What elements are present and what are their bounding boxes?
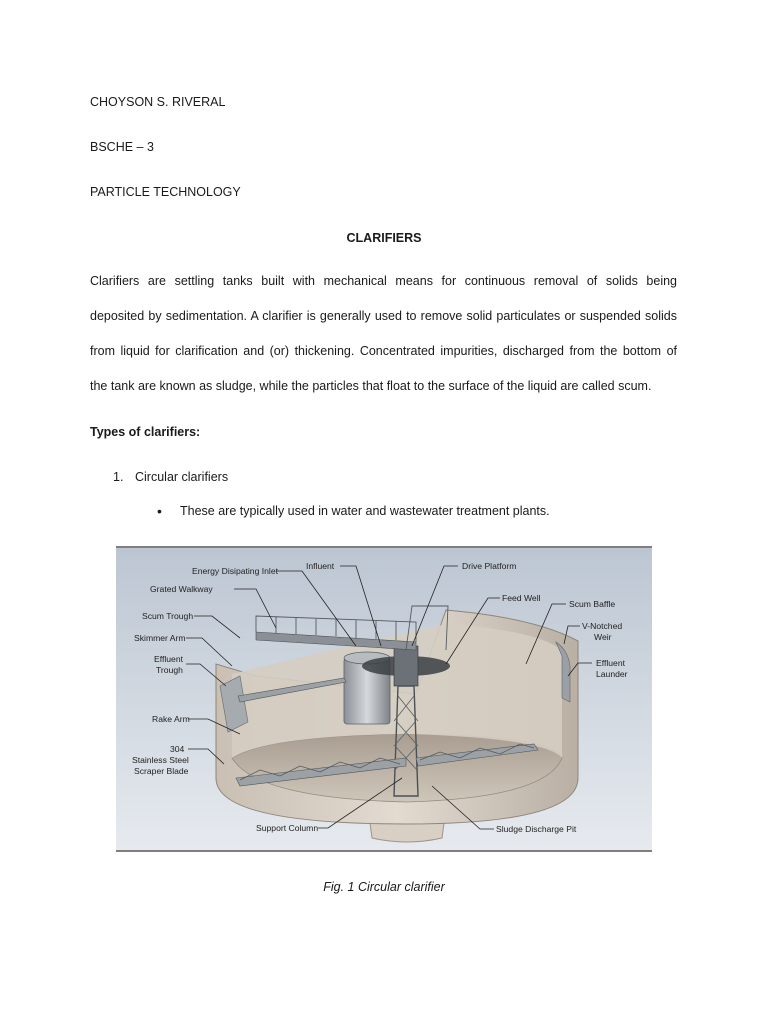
clarifier-illustration	[116, 546, 652, 852]
label-scraper-1: 304	[170, 744, 185, 754]
course-label: BSCHE – 3	[90, 140, 154, 154]
bullet-icon: •	[157, 503, 162, 519]
types-heading: Types of clarifiers:	[90, 425, 201, 439]
label-scraper-2: Stainless Steel	[132, 755, 189, 765]
label-drive-platform: Drive Platform	[462, 561, 517, 571]
label-feed-well: Feed Well	[502, 593, 541, 603]
label-scum-trough: Scum Trough	[142, 611, 194, 621]
drive-unit	[394, 646, 418, 686]
label-rake-arm: Rake Arm	[152, 714, 190, 724]
intro-line: deposited by sedimentation. A clarifier is generally used to remove solid particulates or suspended solids	[90, 309, 677, 323]
circular-clarifier-figure	[116, 546, 652, 852]
intro-line: the tank are known as sludge, while the particles that float to the surface of the liquid are called scum.	[90, 379, 652, 393]
label-v-notched-2: Weir	[594, 632, 612, 642]
label-v-notched-1: V-Notched	[582, 621, 623, 631]
label-grated-walkway: Grated Walkway	[150, 584, 213, 594]
label-effluent-launder-2: Launder	[596, 669, 628, 679]
intro-line: Clarifiers are settling tanks built with mechanical means for continuous removal of solids being	[90, 274, 677, 288]
bullet-text: These are typically used in water and wastewater treatment plants.	[180, 504, 550, 518]
list-number: 1.	[113, 470, 124, 484]
label-scum-baffle: Scum Baffle	[569, 599, 616, 609]
intro-paragraph	[90, 264, 677, 404]
label-support-column: Support Column	[256, 823, 319, 833]
document-title: CLARIFIERS	[346, 231, 422, 245]
label-influent: Influent	[306, 561, 335, 571]
label-energy-inlet: Energy Disipating Inlet	[192, 566, 278, 576]
label-skimmer-arm: Skimmer Arm	[134, 633, 186, 643]
label-scraper-3: Scraper Blade	[134, 766, 189, 776]
intro-line: from liquid for clarification and (or) thickening. Concentrated impurities, discharged from the bottom of	[90, 344, 677, 358]
list-item-circular-clarifiers: Circular clarifiers	[135, 470, 229, 484]
subject-label: PARTICLE TECHNOLOGY	[90, 185, 241, 199]
label-effluent-trough-1: Effluent	[154, 654, 183, 664]
label-effluent-trough-2: Trough	[156, 665, 183, 675]
label-sludge-pit: Sludge Discharge Pit	[496, 824, 577, 834]
figure-caption: Fig. 1 Circular clarifier	[323, 880, 445, 894]
label-effluent-launder-1: Effluent	[596, 658, 625, 668]
author-name: CHOYSON S. RIVERAL	[90, 95, 226, 109]
